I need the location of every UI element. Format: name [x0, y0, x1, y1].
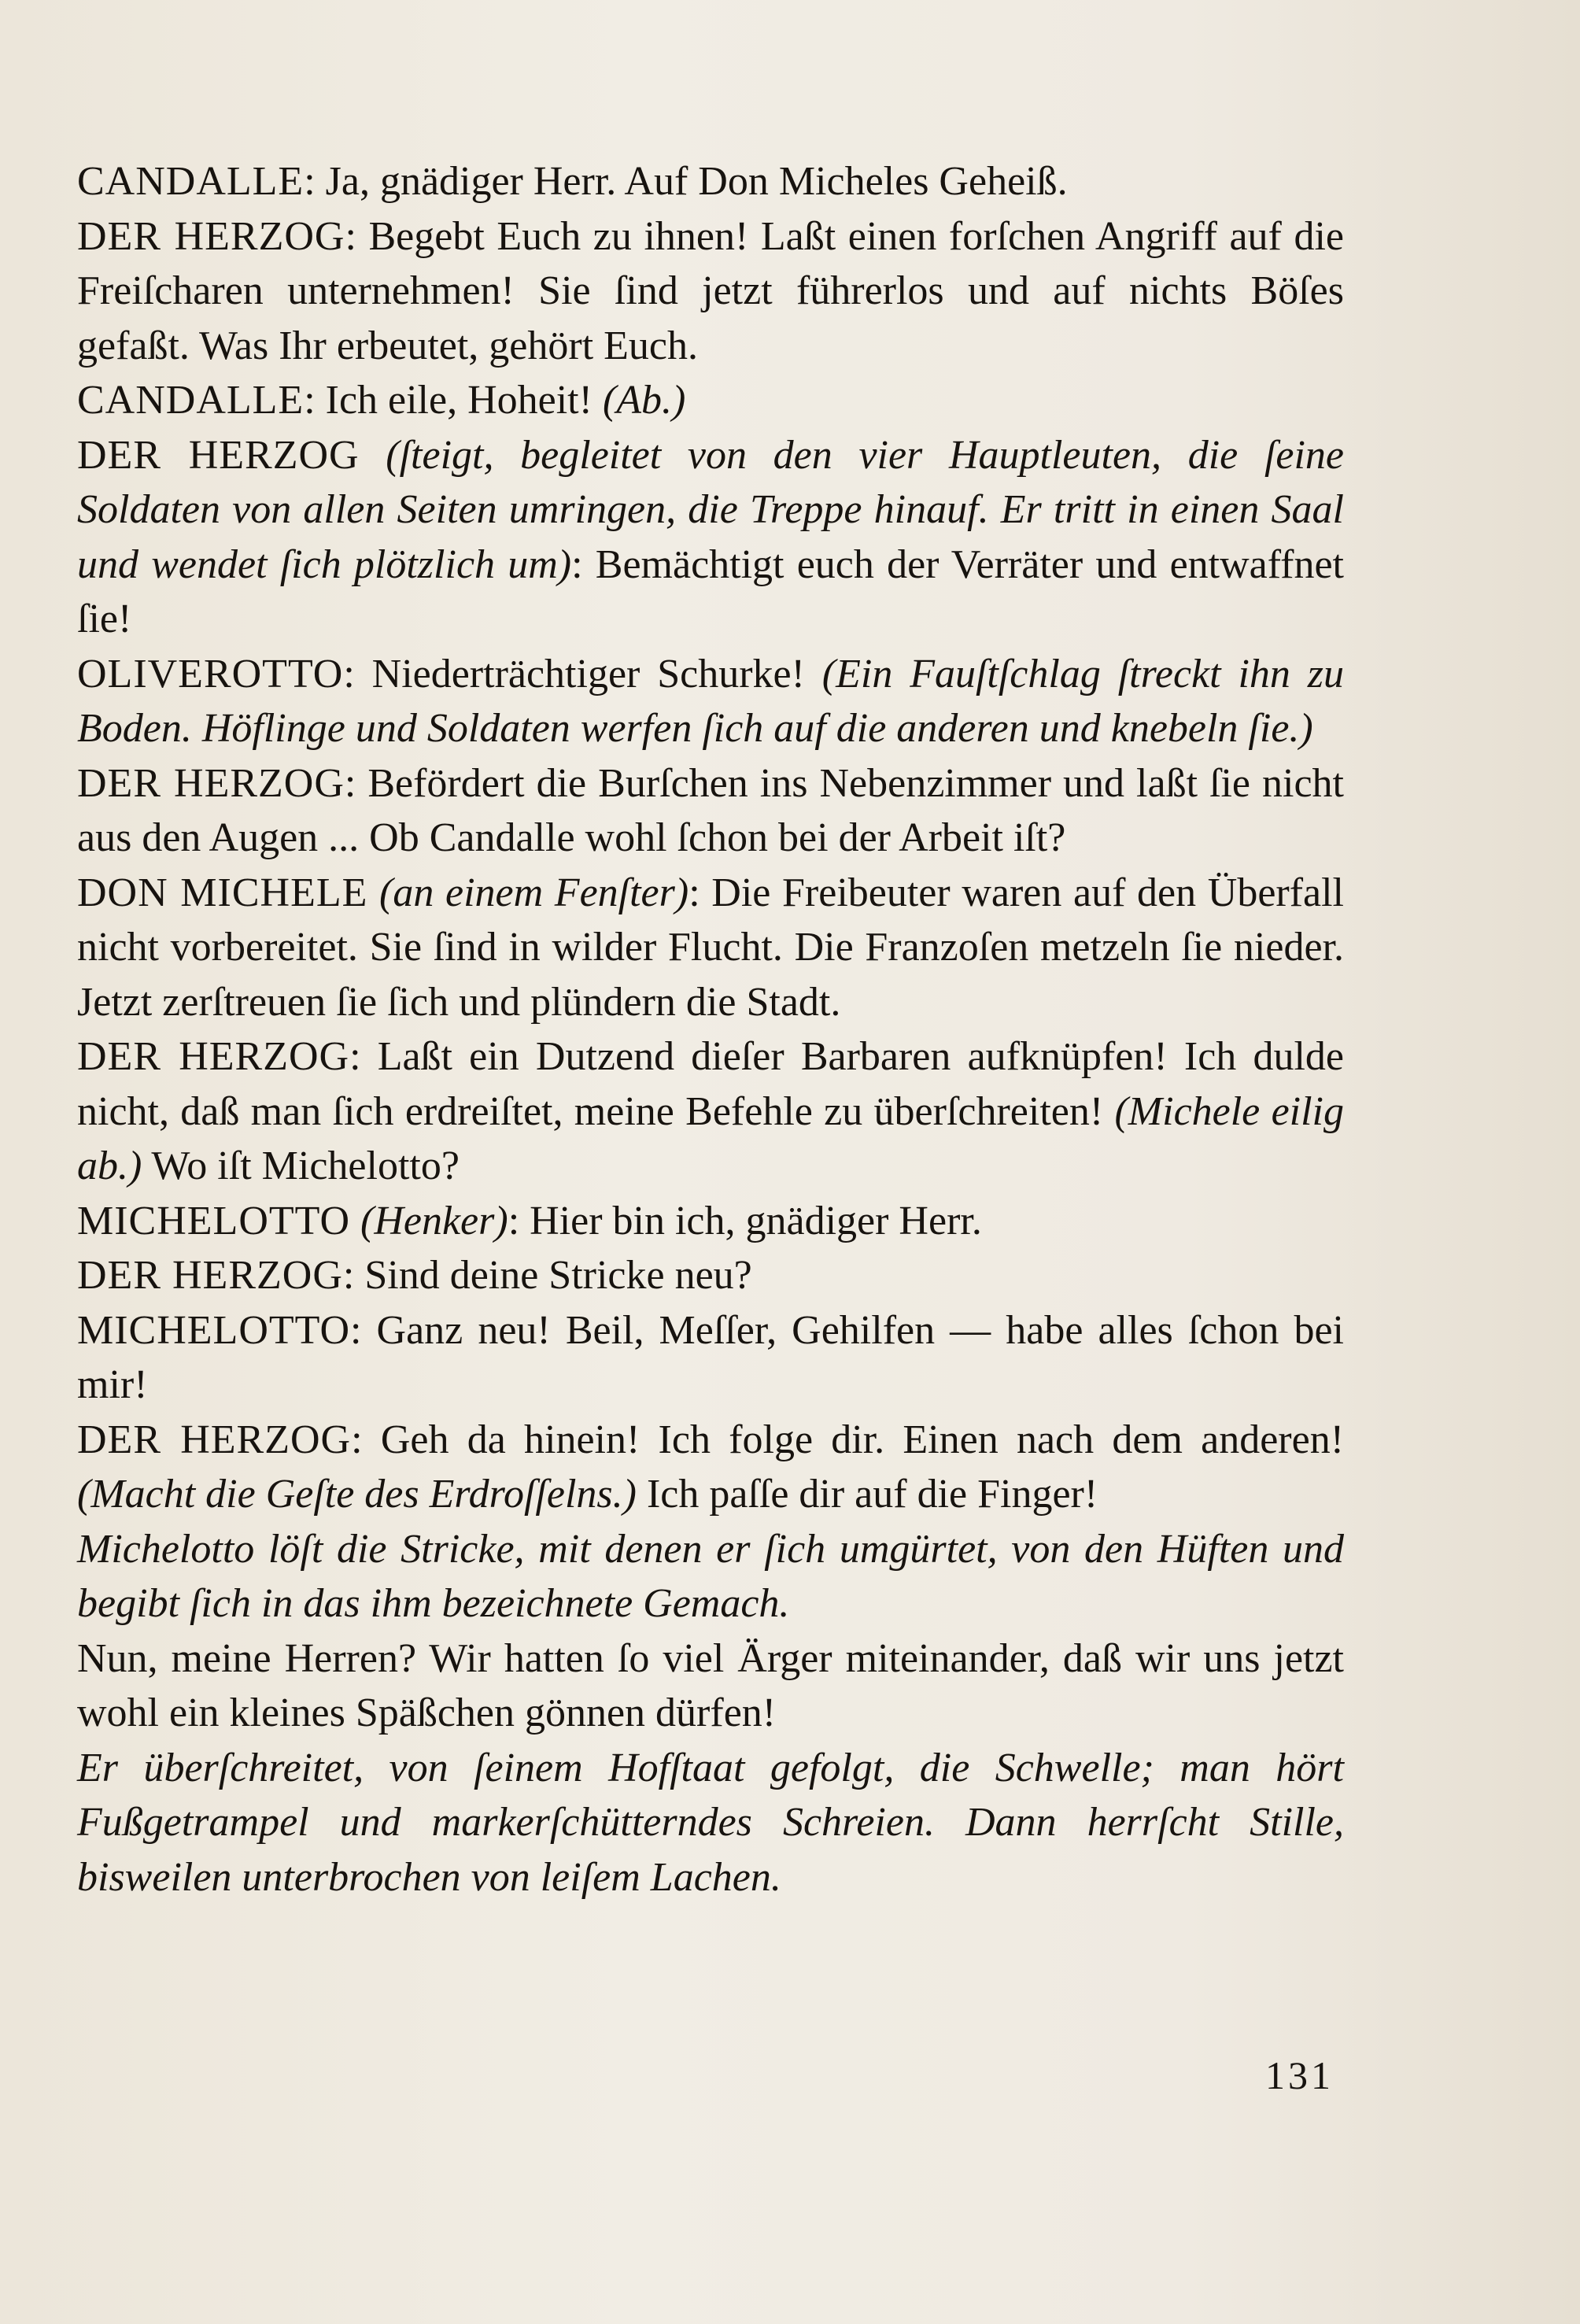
speaker-name: DER HERZOG	[77, 1034, 350, 1079]
dialogue-text: Nun, meine Herren? Wir hatten ſo viel Ärger miteinander, daß wir uns jetzt wohl ein kleines Späßchen gönnen dürfen!	[77, 1635, 1344, 1735]
stage-direction: (Michele eilig ab.)	[77, 1088, 1344, 1188]
dialogue-text: : Ich eile, Hoheit!	[304, 378, 603, 423]
dialogue-text: : Begebt Euch zu ihnen! Laßt einen forſchen Angriff auf die Freiſcharen unternehmen! Sie ſind jetzt führerlos und auf nichts Böſes gefaßt. Was Ihr erbeutet, gehört Euch.	[77, 213, 1344, 368]
dialogue-paragraph	[77, 866, 1344, 1030]
dialogue-text: : Befördert die Burſchen ins Nebenzimmer und laßt ſie nicht aus den Augen ... Ob Candalle wohl ſchon bei der Arbeit iſt?	[77, 760, 1344, 860]
dialogue-text: : Niederträchtiger Schurke!	[343, 651, 822, 696]
dialogue-text: Wo iſt Michelotto?	[142, 1144, 460, 1188]
speaker-name: DER HERZOG	[77, 760, 345, 806]
speaker-name: CANDALLE	[77, 159, 305, 204]
dialogue-text	[367, 870, 379, 915]
dialogue-paragraph	[77, 373, 1344, 428]
dialogue-paragraph	[77, 1741, 1344, 1905]
dialogue-paragraph	[77, 154, 1344, 209]
stage-direction: Michelotto löſt die Stricke, mit denen er ſich umgürtet, von den Hüften und begibt ſich in das ihm bezeichnete Gemach.	[77, 1526, 1344, 1626]
dialogue-paragraph	[77, 1029, 1344, 1194]
dialogue-text: Ich paſſe dir auf die Finger!	[636, 1472, 1098, 1517]
dialogue-paragraph	[77, 647, 1344, 756]
speaker-name: DER HERZOG	[77, 213, 345, 259]
speaker-name: DON MICHELE	[77, 870, 368, 915]
dialogue-paragraph	[77, 428, 1344, 647]
dialogue-text: : Sind deine Stricke neu?	[342, 1253, 752, 1298]
dialogue-text: : Hier bin ich, gnädiger Herr.	[508, 1198, 982, 1243]
dialogue-text: : Die Freibeuter waren auf den Überfall nicht vorbereitet. Sie ſind in wilder Flucht. Die Franzoſen metzeln ſie nieder. Jetzt zerſtreuen ſie ſich und plündern die Stadt.	[77, 870, 1345, 1025]
dialogue-paragraph	[77, 1194, 1344, 1249]
speaker-name: MICHELOTTO	[77, 1198, 351, 1243]
stage-direction: (Macht die Geſte des Erdroſſelns.)	[77, 1472, 637, 1517]
page-number: 131	[1265, 2053, 1334, 2097]
dialogue-text: : Laßt ein Dutzend dieſer Barbaren aufknüpfen! Ich dulde nicht, daß man ſich erdreiſtet, meine Befehle zu überſchreiten!	[77, 1034, 1344, 1134]
dialogue-text: : Ganz neu! Beil, Meſſer, Gehilfen — habe alles ſchon bei mir!	[77, 1307, 1344, 1407]
dialogue-text	[350, 1199, 360, 1243]
stage-direction: (Ab.)	[602, 378, 686, 423]
stage-direction: (Ein Fauſtſchlag ſtreckt ihn zu Boden. Höflinge und Soldaten werfen ſich auf die anderen und knebeln ſie.)	[77, 651, 1345, 751]
dialogue-text: : Ja, gnädiger Herr. Auf Don Micheles Geheiß.	[304, 159, 1068, 204]
dialogue-paragraph	[77, 1522, 1344, 1631]
stage-direction: (Henker)	[360, 1198, 508, 1243]
stage-direction: Er überſchreitet, von ſeinem Hofſtaat gefolgt, die Schwelle; man hört Fußgetrampel und markerſchütterndes Schreien. Dann herrſcht Stille, bisweilen unterbrochen von leiſem Lachen.	[77, 1745, 1344, 1900]
dialogue-paragraph	[77, 1413, 1344, 1522]
dialogue-text	[360, 433, 386, 478]
dialogue-text: : Geh da hinein! Ich folge dir. Einen nach dem anderen!	[351, 1417, 1345, 1462]
dialogue-text: : Bemächtigt euch der Verräter und entwaffnet ſie!	[77, 541, 1344, 641]
speaker-name: DER HERZOG	[77, 432, 360, 478]
stage-direction: (an einem Fenſter)	[379, 870, 689, 915]
dialogue-paragraph	[77, 1248, 1344, 1303]
speaker-name: CANDALLE	[77, 378, 305, 423]
speaker-name: OLIVEROTTO	[77, 651, 344, 696]
dialogue-paragraph	[77, 1631, 1344, 1741]
dialogue-paragraph	[77, 209, 1344, 374]
speaker-name: DER HERZOG	[77, 1253, 343, 1298]
dialogue-paragraph	[77, 1303, 1344, 1413]
stage-direction: (ſteigt, begleitet von den vier Hauptleuten, die ſeine Soldaten von allen Seiten umringen, die Treppe hinauf. Er tritt in einen Saal und wendet ſich plötzlich um)	[77, 432, 1345, 587]
speaker-name: DER HERZOG	[77, 1417, 352, 1462]
play-text	[77, 154, 1344, 1905]
dialogue-paragraph	[77, 756, 1344, 866]
speaker-name: MICHELOTTO	[77, 1307, 351, 1353]
